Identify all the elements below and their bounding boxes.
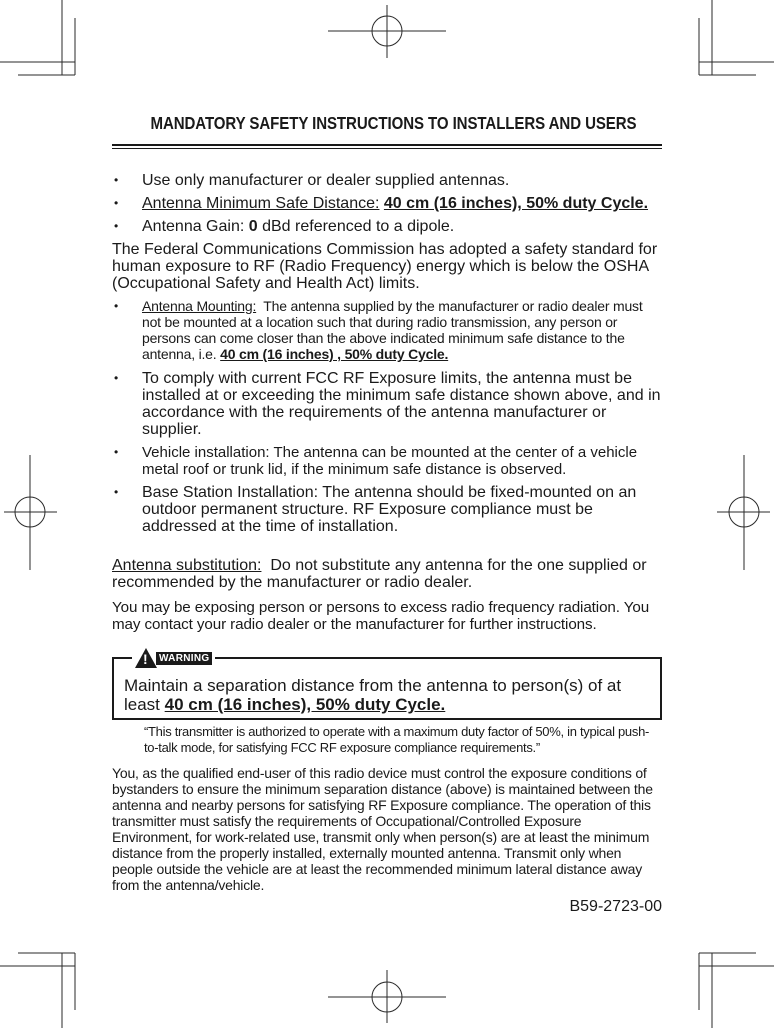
bullet-dot: •	[114, 485, 119, 499]
list-item	[112, 172, 662, 189]
bullet-dot: •	[114, 445, 119, 459]
list-item	[112, 218, 662, 235]
warning-icon	[135, 648, 157, 668]
bullet-dot: •	[114, 196, 119, 210]
mounting-text: The antenna supplied by the manufacturer or radio dealer must not be mounted at a location such that during radio transmission, any person or persons can come closer than the above indicated minimum safe distance to the antenna, i.e.	[142, 298, 643, 362]
document-code: B59-2723-00	[569, 898, 662, 915]
gain-suffix: dBd referenced to a dipole.	[262, 218, 455, 235]
substitution-text: Do not substitute any antenna for the one supplied or recommended by the manufacturer or radio dealer.	[112, 557, 647, 591]
mid-bullet-list	[112, 370, 662, 535]
list-item	[112, 370, 662, 438]
list-item	[112, 298, 662, 362]
list-item-text: Base Station Installation: The antenna should be fixed-mounted on an outdoor permanent structure. RF Exposure compliance must be addressed at the time of installation.	[142, 484, 637, 535]
list-item	[112, 195, 662, 212]
warning-label: WARNING	[156, 652, 212, 665]
bullet-dot: •	[114, 219, 119, 233]
warning-badge	[132, 647, 215, 669]
warning-value: 40 cm (16 inches), 50% duty Cycle.	[164, 695, 446, 714]
bullet-dot: •	[114, 173, 119, 187]
mounting-label: Antenna Mounting:	[142, 298, 257, 314]
exposure-paragraph: You may be exposing person or persons to excess radio frequency radiation. You may contact your radio dealer or the manufacturer for further instructions.	[112, 599, 650, 633]
duty-footnote: “This transmitter is authorized to operate with a maximum duty factor of 50%, in typical push-to-talk mode, for satisfying FCC RF exposure compliance requirements.”	[144, 724, 650, 755]
bullet-dot: •	[114, 299, 119, 313]
page-title: MANDATORY SAFETY INSTRUCTIONS TO INSTALLERS AND USERS	[150, 113, 637, 133]
gain-prefix: Antenna Gain:	[142, 218, 245, 235]
final-paragraph: You, as the qualified end-user of this radio device must control the exposure conditions of bystanders to ensure the minimum separation distance (above) is maintained between the antenna and nearby persons for satisfying RF Exposure compliance. The operation of this transmitter must satisfy the requirements of Occupational/Controlled Exposure Environment, for work-related use, transmit only when person(s) are at least the minimum distance from the properly installed, externally mounted antenna. Transmit only when people outside the vehicle are at least the recommended minimum lateral distance away from the antenna/vehicle.	[112, 765, 653, 893]
list-item-text: Use only manufacturer or dealer supplied antennas.	[142, 172, 510, 189]
min-distance-label: Antenna Minimum Safe Distance:	[142, 195, 380, 212]
bullet-dot: •	[114, 371, 119, 385]
title-rule	[112, 144, 662, 149]
warning-box	[112, 651, 662, 720]
list-item	[112, 444, 662, 478]
fcc-paragraph: The Federal Communications Commission has adopted a safety standard for human exposure to RF (Radio Frequency) energy which is below the OSHA (Occupational Safety and Health Act) limits.	[112, 241, 658, 292]
min-distance-value: 40 cm (16 inches), 50% duty Cycle.	[383, 195, 649, 212]
top-bullet-list	[112, 172, 662, 235]
list-item-text: Vehicle installation: The antenna can be mounted at the center of a vehicle metal roof or trunk lid, if the minimum safe distance is observed.	[142, 444, 638, 478]
gain-value: 0	[248, 218, 258, 235]
list-item	[112, 484, 662, 535]
substitution-paragraph	[112, 557, 662, 591]
mounting-value: 40 cm (16 inches) , 50% duty Cycle.	[220, 346, 449, 362]
list-item-text: To comply with current FCC RF Exposure limits, the antenna must be installed at or exceeding the minimum safe distance shown above, and in accordance with the requirements of the antenna manufacturer or supplier.	[142, 370, 661, 438]
warning-text: Maintain a separation distance from the antenna to person(s) of at least	[124, 676, 622, 714]
warning-symbol: !	[143, 651, 148, 667]
substitution-label: Antenna substitution:	[112, 557, 262, 574]
page-content	[112, 112, 662, 916]
